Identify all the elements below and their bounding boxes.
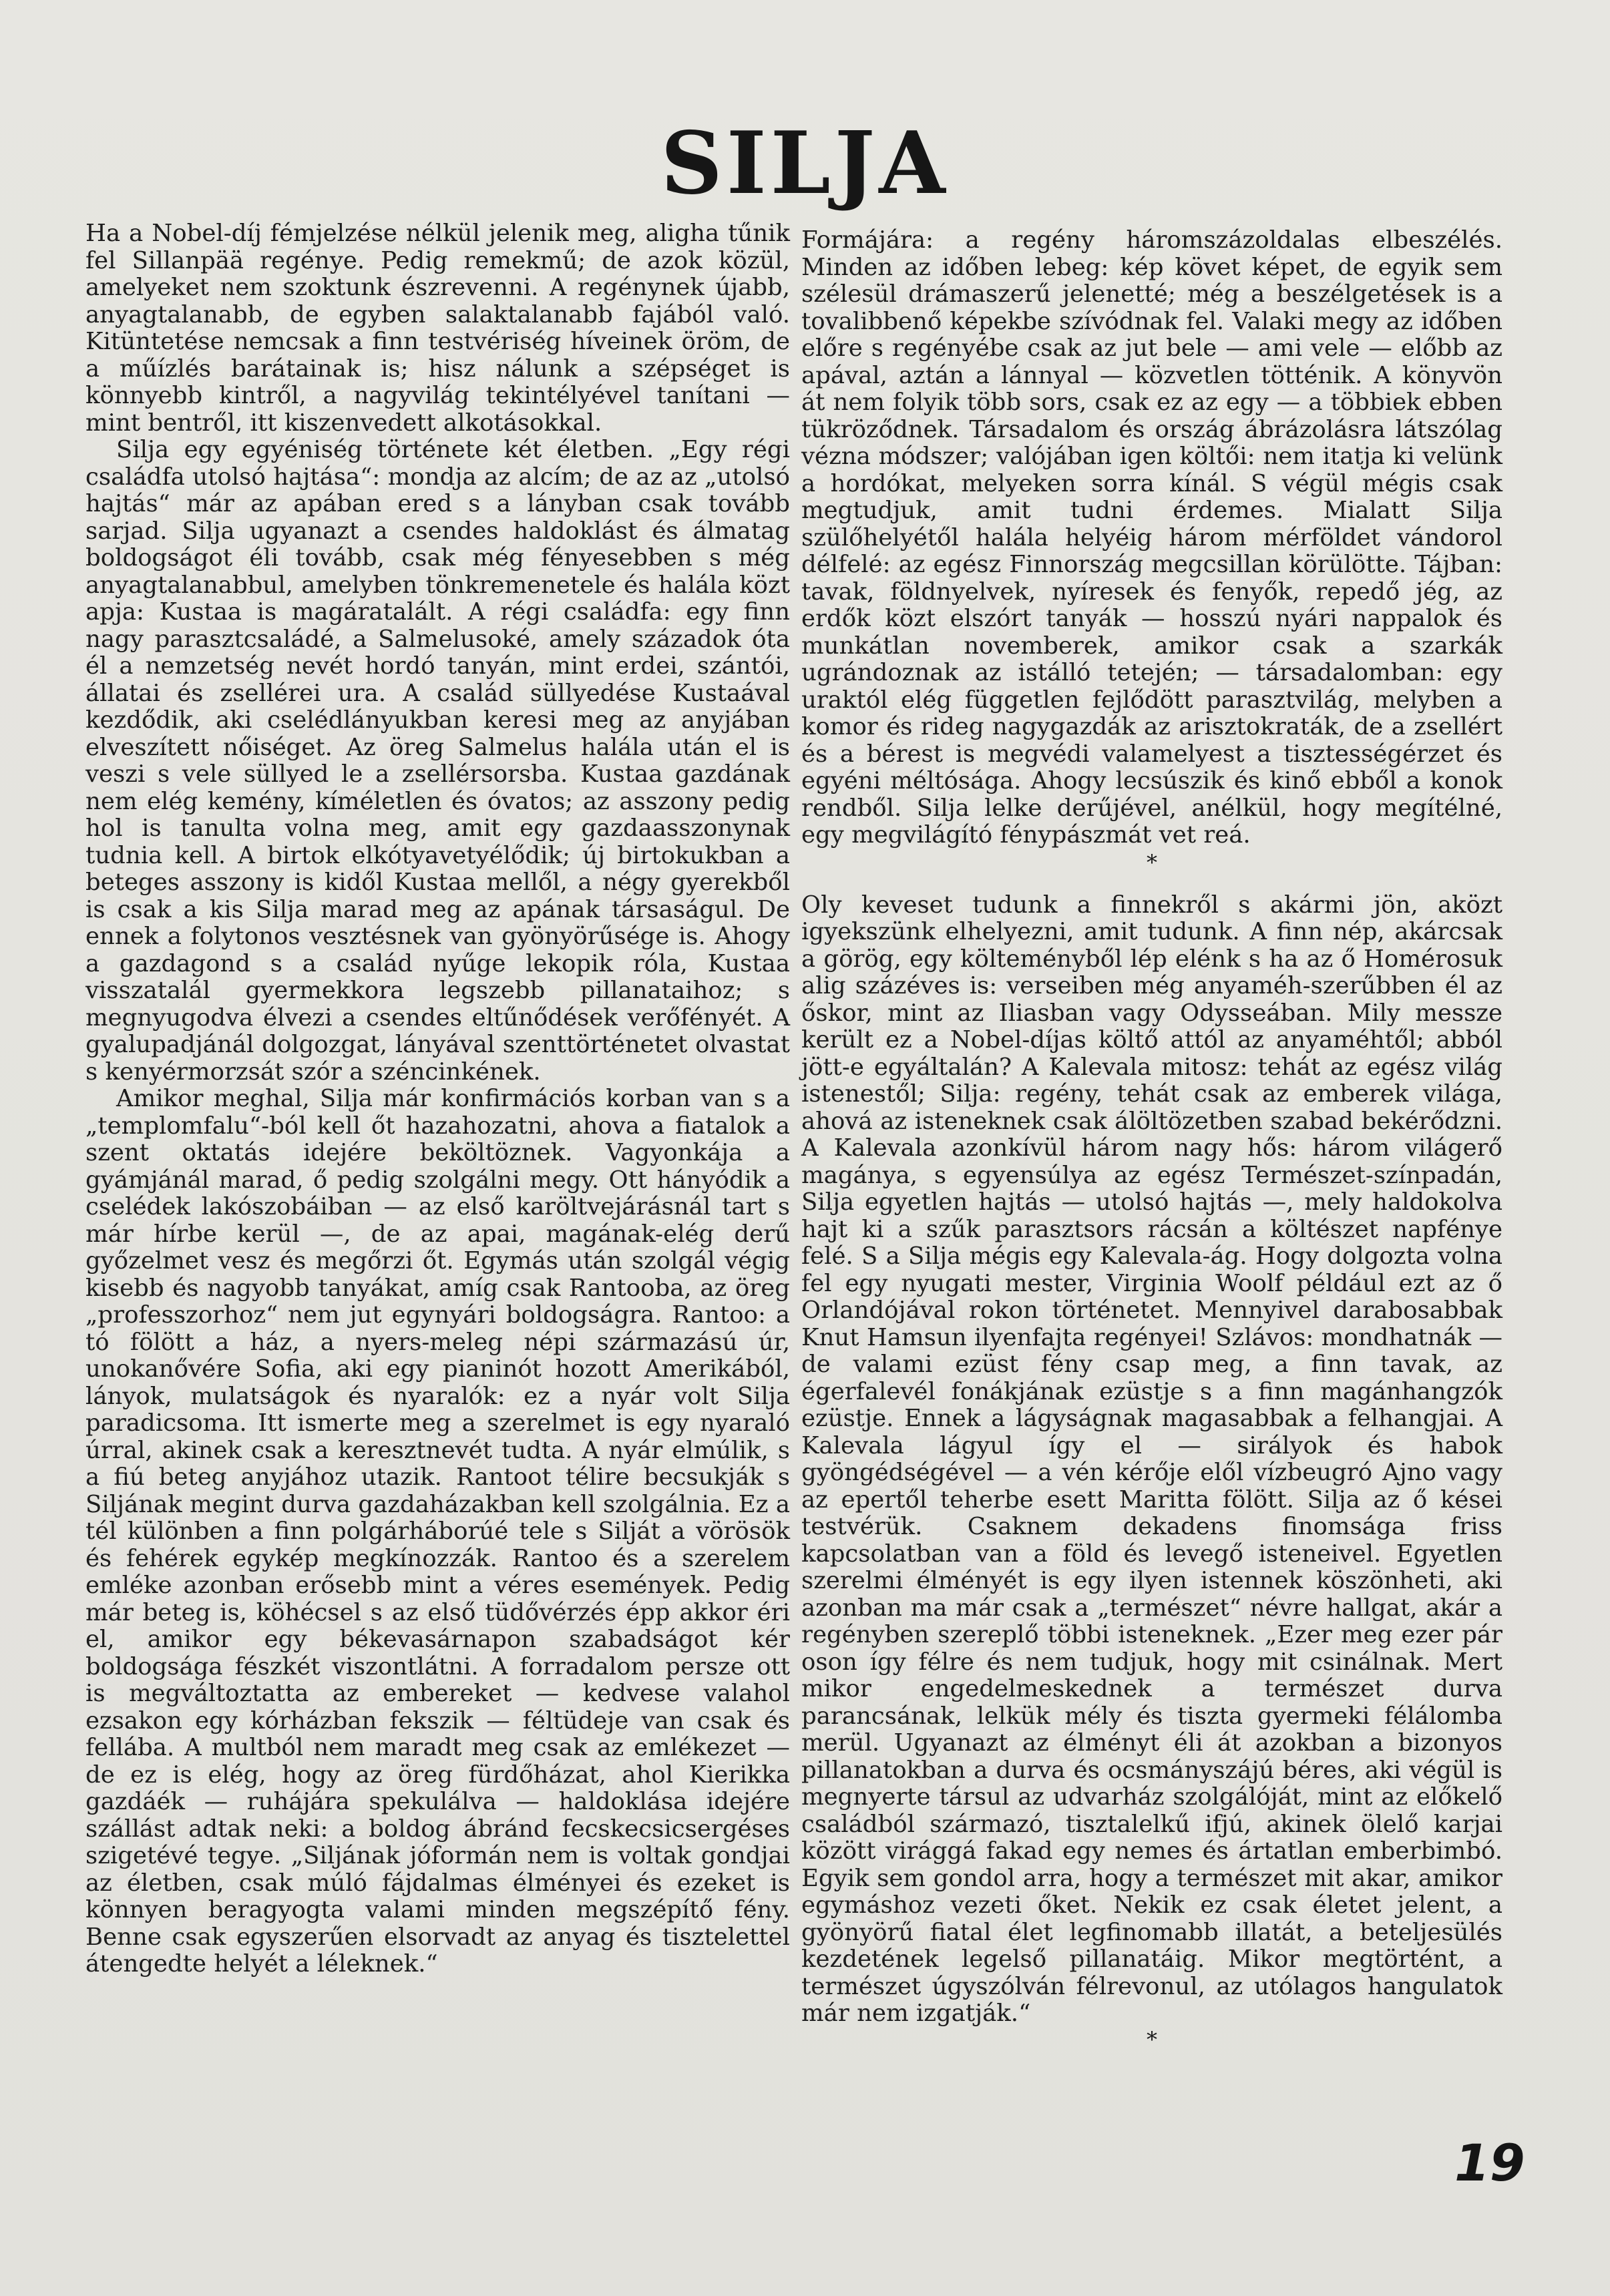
section-separator: * (1147, 849, 1157, 875)
paragraph: Silja egy egyéniség története két életben. „Egy régi családfa utolsó hajtása“: mondja az alcím; de az az „utolsó hajtás“ már az apában ered s a lányban csak tovább sarjad. Silja ugyanazt a csendes haldoklást és álmatag boldogságot éli tovább, csak még fényesebben s még anyagtalanabbul, amelyben tönkremenetele és halála közt apja: Kustaa is magáratalált. A régi családfa: egy finn nagy parasztcsaládé, a Salmelusoké, amely századok óta él a nemzetség nevét hordó tanyán, mint erdei, szántói, állatai és zsellérei ura. A család süllyedése Kustaával kezdődik, aki cselédlányukban keresi meg az anyjában elveszített nőiséget. Az öreg Salmelus halála után el is veszi s vele süllyed le a zsellérsorsba. Kustaa gazdának nem elég kemény, kíméletlen és óvatos; az asszony pedig hol is tanulta volna meg, amit egy gazdaasszonynak tudnia kell. A birtok elkótyavetyélődik; új birtokukban a beteges asszony is kidől Kustaa mellől, a négy gyerekből is csak a kis Silja marad meg az apának társaságul. De ennek a folytonos vesztésnek van gyönyörűsége is. Ahogy a gazdagond s a család nyűge lekopik róla, Kustaa visszatalál gyermekkora legszebb pillanataihoz; s megnyugodva élvezi a csendes eltűnődések verőfényét. A gyalupadjánál dolgozgat, lányával szenttörténetet olvastat s kenyérmorzsát szór a széncinkének. (85, 436, 790, 1086)
paragraph: Formájára: a regény háromszázoldalas elbeszélés. Minden az időben lebeg: kép követ képet, de egyik sem szélesül drámaszerű jelenetté; még a beszélgetések is a tovalibbenő képekbe szívódnak fel. Valaki megy az időben előre s regényébe csak az jut bele — ami vele — előbb az apával, aztán a lánnyal — közvetlen tötténik. A könyvön át nem folyik több sors, csak ez az egy — a többiek ebben tükröződnek. Társadalom és ország ábrázolásra látszólag vézna módszer; valójában igen költői: nem itatja ki velünk a hordókat, melyeken sorra kínál. S végül mégis csak megtudjuk, amit tudni érdemes. Mialatt Silja szülőhelyétől halála helyéig három mérföldet vándorol délfelé: az egész Finnország megcsillan körülötte. Tájban: tavak, földnyelvek, nyíresek és fenyők, repedő jég, az erdők közt elszórt tanyák — hosszú nyári nappalok és munkátlan novemberek, amikor csak a szarkák ugrándoznak az istálló tetején; — társadalomban: egy uraktól elég független fejlődött parasztvilág, melyben a komor és rideg nagygazdák az arisztokraták, de a zsellért és a bérest is megvédi valamelyest a tisztességérzet és egyéni méltósága. Ahogy lecsúszik és kinő ebből a konok rendből. Silja lelke derűjével, anélkül, hogy megítélné, egy megvilágító fénypászmát vet reá. (801, 226, 1502, 849)
right-column (801, 227, 1502, 2050)
article-title: SILJA (660, 113, 950, 214)
paragraph: Ha a Nobel-díj fémjelzése nélkül jelenik meg, aligha tűnik fel Sillanpää regénye. Pedig remekmű; de azok közül, amelyeket nem szoktunk észrevenni. A regénynek újabb, anyagtalanabb, de egyben salaktalanabb fajából való. Kitüntetése nemcsak a finn testvériség híveinek öröm, de a műízlés barátainak is; hisz nálunk a szépséget is könnyebb kintről, a nagyvilág tekintélyével tanítani — mint bentről, itt kiszenvedett alkotásokkal. (85, 220, 790, 437)
end-mark: * (1147, 2026, 1157, 2052)
paragraph: Oly keveset tudunk a finnekről s akármi jön, aközt igyekszünk elhelyezni, amit tudunk. A finn nép, akárcsak a görög, egy költeményből lép elénk s ha az ő Homérosuk alig százéves is: verseiben még anyaméh-szerűbben él az őskor, mint az Iliasban vagy Odysseában. Mily messze került ez a Nobel-díjas költő attól az anyaméhtől; abból jött-e egyáltalán? A Kalevala mitosz: tehát az egész világ istenestől; Silja: regény, tehát csak az emberek világa, ahová az isteneknek csak álöltözetben szabad bekérődzni. A Kalevala azonkívül három nagy hős: három világerő magánya, s egyensúlya az egész Természet-színpadán, Silja egyetlen hajtás — utolsó hajtás —, mely haldokolva hajt ki a szűk parasztsors rácsán a költészet napfénye felé. S a Silja mégis egy Kalevala-ág. Hogy dolgozta volna fel egy nyugati mester, Virginia Woolf például ezt az ő Orlandójával rokon történetet. Mennyivel darabosabbak Knut Hamsun ilyenfajta regényei! Szlávos: mondhatnák — de valami ezüst fény csap meg, a finn tavak, az égerfalevél fonákjának ezüstje s a finn magánhangzók ezüstje. Ennek a lágyságnak magasabbak a felhangjai. A Kalevala lágyul így el — sirályok és habok gyöngédségével — a vén kérője elől vízbeugró Ajno vagy az epertől teherbe esett Maritta fölött. Silja az ő kései testvérük. Csaknem dekadens finomságа friss kapcsolatban van a föld és levegő isteneivel. Egyetlen szerelmi élményét is egy ilyen istennek köszönheti, aki azonban ma már csak a „természet“ névre hallgat, akár a regényben szereplő többi isteneknek. „Ezer meg ezer pár oson így félre és nem tudjuk, hogy mit csinálnak. Mert mikor engedelmeskednek a természet durva parancsának, lelkük mély és tiszta gyermeki félálomba merül. Ugyanazt az élményt éli át azokban a bizonyos pillanatokban a durva és ocsmányszájú béres, aki végül is megnyerte társul az udvarház szolgálóját, mint az előkelő családból származó, tisztalelkű ifjú, akinek ölelő karjai között virággá fakad egy nemes és ártatlan emberbimbó. Egyik sem gondol arra, hogy a természet mit akar, amikor egymáshoz vezeti őket. Nekik ez csak életet jelent, a gyönyörű fiatal élet legfinomabb illatát, a beteljesülés kezdetének legelső pillanatáig. Mikor megtörtént, a természet úgyszólván félrevonul, az utólagos hangulatok már nem izgatják.“ (801, 891, 1502, 2027)
page-number: 19 (1454, 2133, 1525, 2193)
paragraph: Amikor meghal, Silja már konfirmációs korban van s a „templomfalu“-ból kell őt hazahozatni, ahova a fiatalok a szent oktatás idejére beköltöznek. Vagyonkája a gyámjánál marad, ő pedig szolgálni megy. Ott hányódik a cselédek lakószobáiban — az első karöltvejárásnál tart s már hírbe kerül —, de az apai, magának-elég derű győzelmet vesz és megőrzi őt. Egymás után szolgál végig kisebb és nagyobb tanyákat, amíg csak Rantooba, az öreg „professzorhoz“ nem jut egynyári boldogságra. Rantoo: a tó fölött a ház, a nyers-meleg népi származású úr, unokanővére Sofia, aki egy pianinót hozott Amerikából, lányok, mulatságok és nyaralók: ez a nyár volt Silja paradicsoma. Itt ismerte meg a szerelmet is egy nyaraló úrral, akinek csak a keresztnevét tudta. A nyár elmúlik, s a fiú beteg anyjához utazik. Rantoot télire becsukják s Siljának megint durva gazdaházakban kell szolgálnia. Ez a tél különben a finn polgárháborúé tele s Silját a vörösök és fehérek egykép megkínozzák. Rantoo és a szerelem emléke azonban erősebb mint a véres események. Pedig már beteg is, köhécsel s az első tüdővérzés épp akkor éri el, amikor egy békevasárnapon szabadságot kér boldogsága fészkét viszontlátni. A forradalom persze ott is megváltoztatta az embereket — kedvese valahol ezsakon egy kórházban fekszik — féltüdeje van csak és fellába. A multból nem maradt meg csak az emlékezet — de ez is elég, hogy az öreg fürdőházat, ahol Kierikka gazdáék — ruhájára spekulálva — haldoklása idejére szállást adtak neki: a boldog ábránd fecskecsicsergéses szigetévé tegye. „Siljának jóformán nem is voltak gondjai az életben, csak múló fájdalmas élményei és ezeket is könnyen beragyogta valami minden megszépítő fény. Benne csak egyszerűen elsorvadt az anyag és tisztelettel átengedte helyét a léleknek.“ (85, 1085, 790, 1978)
left-column (85, 220, 790, 1978)
